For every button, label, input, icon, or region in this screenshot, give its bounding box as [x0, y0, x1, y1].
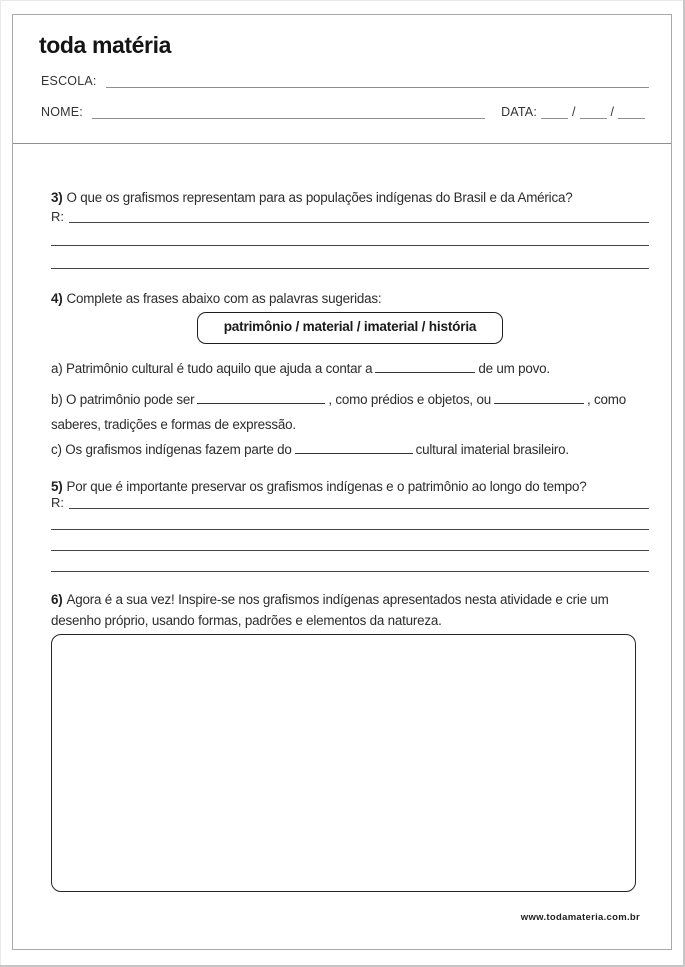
date-month-blank[interactable] — [580, 117, 607, 119]
question-4 — [51, 288, 649, 460]
q4-item-c-after: cultural imaterial brasileiro. — [415, 442, 569, 457]
q3-answer-row — [51, 208, 649, 223]
q4-item-a — [51, 359, 649, 379]
drawing-box[interactable] — [51, 634, 636, 892]
header-divider — [13, 143, 671, 144]
word-bank-text: patrimônio / material / imaterial / história — [223, 319, 477, 334]
q4-blank-b2[interactable] — [494, 390, 584, 404]
q5-question-text — [51, 476, 609, 497]
date-year-blank[interactable] — [618, 117, 645, 119]
q4-item-a-after: de um povo. — [478, 361, 550, 376]
q3-answer-prefix: R: — [51, 209, 64, 224]
worksheet-footer — [13, 907, 671, 925]
q6-number: 6) — [51, 592, 63, 607]
question-3 — [51, 187, 649, 269]
escola-line[interactable] — [106, 86, 649, 88]
date-slash: / — [572, 105, 576, 119]
q4-item-a-before: Patrimônio cultural é tudo aquilo que ajuda a contar a — [66, 361, 373, 376]
q6-question-text — [51, 589, 649, 631]
worksheet-header — [13, 31, 671, 119]
q4-item-a-label: a) — [51, 361, 63, 376]
date-day-blank[interactable] — [541, 117, 568, 119]
q4-blank-a[interactable] — [375, 359, 475, 373]
q4-number: 4) — [51, 291, 63, 306]
q5-answer-prefix: R: — [51, 495, 64, 510]
date-slash: / — [610, 105, 614, 119]
q3-answer-line-1[interactable] — [69, 221, 649, 223]
nome-line[interactable] — [92, 117, 485, 119]
q4-item-b-part2: , como prédios e objetos, ou — [328, 392, 491, 407]
brand-logo: toda matéria — [39, 32, 171, 58]
q4-item-c — [51, 440, 649, 460]
nome-label: NOME: — [41, 105, 83, 119]
word-bank-box — [197, 312, 503, 344]
q4-blank-b1[interactable] — [197, 390, 325, 404]
footer-url: www.todamateria.com.br — [520, 912, 640, 923]
q3-answer-line-3[interactable] — [51, 246, 649, 269]
question-6 — [51, 589, 649, 892]
worksheet-body — [13, 187, 671, 892]
q5-answer-row — [51, 497, 649, 509]
q4-item-b-part1: O patrimônio pode ser — [66, 392, 195, 407]
q4-text: Complete as frases abaixo com as palavras sugeridas: — [66, 291, 382, 306]
q4-question-text — [51, 288, 649, 309]
q4-item-b — [51, 387, 649, 437]
q4-item-b-label: b) — [51, 392, 63, 407]
q4-item-b-part3: , como saberes, tradições e formas de expressão. — [51, 392, 626, 432]
q3-text: O que os grafismos representam para as populações indígenas do Brasil e da América? — [66, 190, 573, 205]
escola-label: ESCOLA: — [41, 74, 97, 88]
q6-text: Agora é a sua vez! Inspire-se nos grafismos indígenas apresentados nesta atividade e crie um desenho próprio, usando formas, padrões e elementos da natureza. — [51, 592, 609, 628]
escola-row — [41, 73, 649, 88]
q5-answer-line-2[interactable] — [51, 509, 649, 530]
q5-answer-line-3[interactable] — [51, 530, 649, 551]
q3-question-text — [51, 187, 649, 208]
q3-answer-line-2[interactable] — [51, 223, 649, 246]
q5-number: 5) — [51, 479, 63, 494]
q5-text: Por que é importante preservar os grafismos indígenas e o patrimônio ao longo do tempo? — [66, 479, 587, 494]
q3-number: 3) — [51, 190, 63, 205]
q5-answer-line-1[interactable] — [69, 507, 649, 509]
nome-row — [41, 104, 649, 119]
question-5 — [51, 476, 649, 572]
q4-item-c-label: c) — [51, 442, 62, 457]
worksheet-page — [12, 14, 672, 950]
q4-item-c-before: Os grafismos indígenas fazem parte do — [65, 442, 292, 457]
q5-answer-line-4[interactable] — [51, 551, 649, 572]
data-label: DATA: — [501, 105, 538, 119]
q4-blank-c[interactable] — [295, 440, 413, 454]
